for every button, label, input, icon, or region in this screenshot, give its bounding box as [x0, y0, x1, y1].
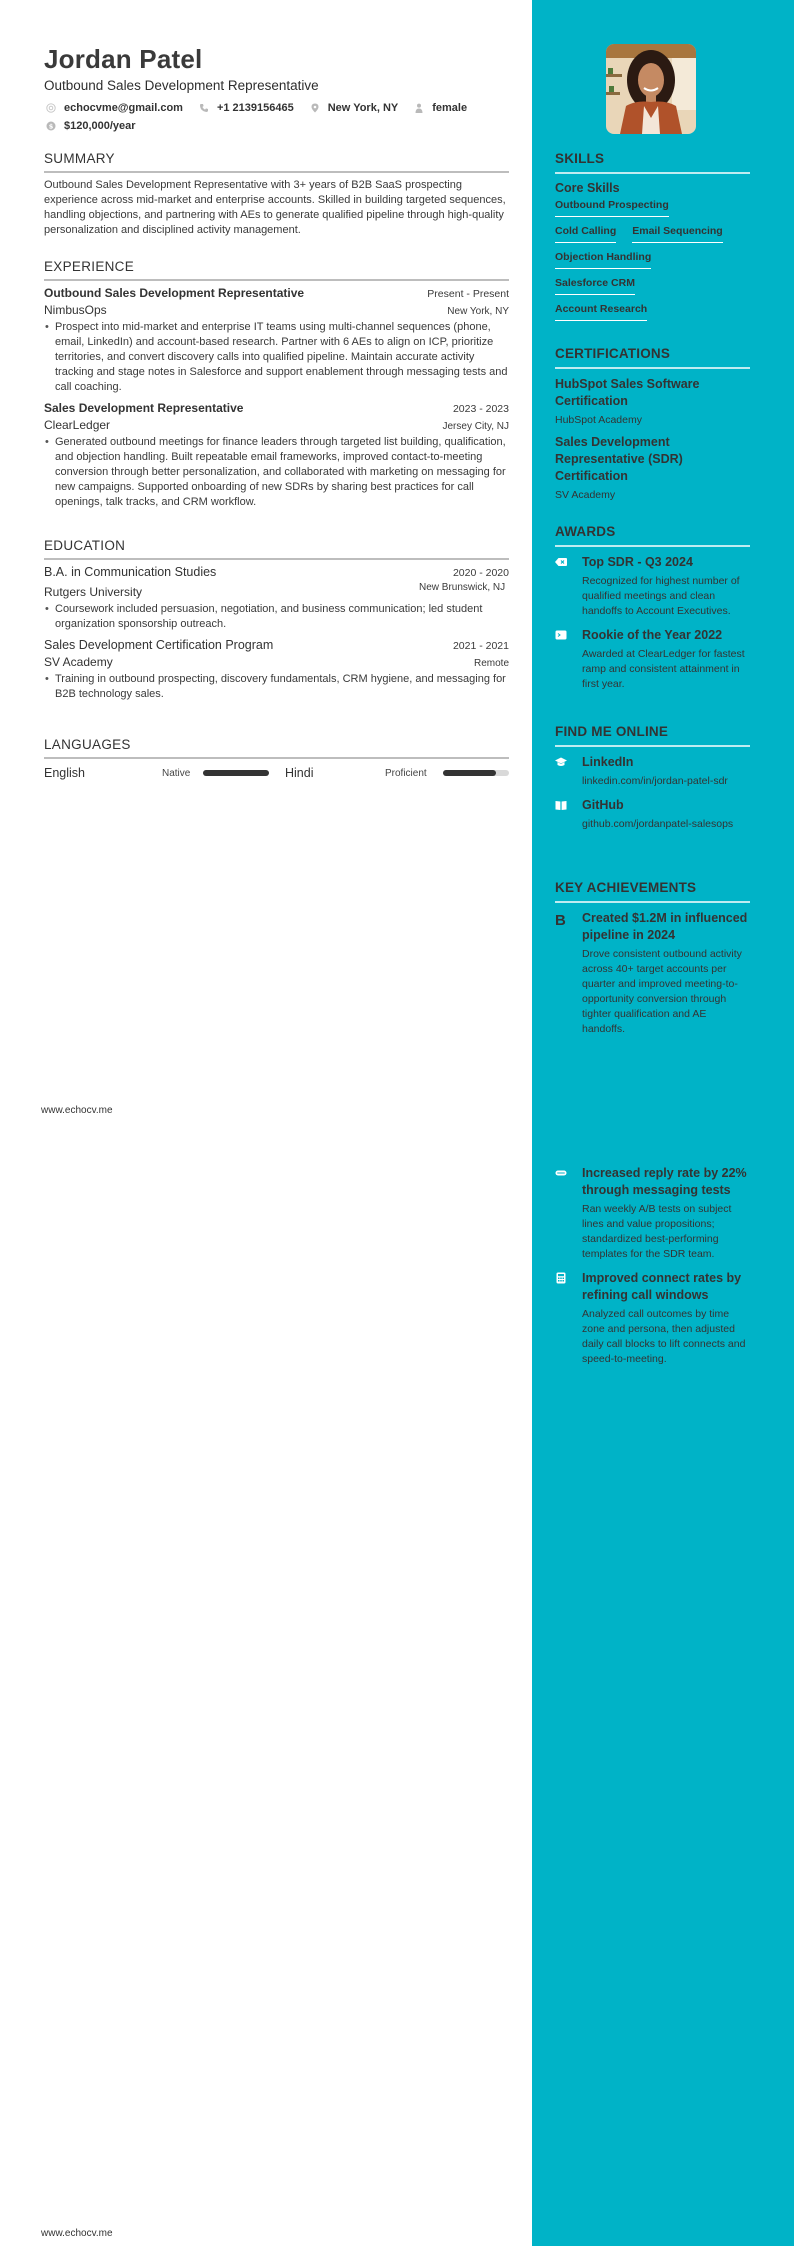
footer-link[interactable]: www.echocv.me	[41, 1105, 113, 1116]
job-bullet: • Prospect into mid-market and enterprise IT teams using multi-channel sequences (phone, email, LinkedIn) and account-based research. Partner with 6 AEs to align on ICP, prioritize territories, and convert discovery calls into qualified pipeline. Maintain accurate activity tracking and stage notes in Salesforce and support enablement through messaging tests and call coaching.	[44, 320, 509, 395]
job-dates: 2023 - 2023	[452, 403, 509, 415]
skills-section	[555, 151, 750, 329]
section-heading: EDUCATION	[44, 538, 509, 560]
school-location: New Brunswick, NJ	[419, 582, 506, 593]
contact-gender: female	[412, 102, 467, 114]
dollar-coin-icon	[46, 121, 56, 131]
candidate-title: Outbound Sales Development Representative	[44, 78, 319, 93]
achievement-description: Ran weekly A/B tests on subject lines and value propositions; standardized best-performing templates for the SDR team.	[582, 1203, 732, 1260]
certifications-section	[555, 346, 750, 509]
online-profile-name: LinkedIn	[582, 755, 634, 769]
achievement-title: Created $1.2M in influenced pipeline in 2024	[582, 911, 748, 942]
achievement-title: Improved connect rates by refining call windows	[582, 1271, 742, 1302]
experience-section	[44, 259, 509, 516]
section-heading: EXPERIENCE	[44, 259, 509, 281]
language-level: Proficient	[385, 767, 427, 779]
contact-location: New York, NY	[308, 102, 399, 114]
achievement-description: Analyzed call outcomes by time zone and persona, then adjusted daily call blocks to lift connects and speed-to-meeting.	[582, 1308, 746, 1365]
section-heading: FIND ME ONLINE	[555, 724, 750, 747]
degree-name: Sales Development Certification Program	[44, 638, 274, 652]
award-item	[555, 627, 750, 692]
language-name: Hindi	[285, 766, 314, 780]
person-icon	[414, 103, 424, 113]
online-profile-item[interactable]	[555, 797, 750, 832]
skill-tag: Email Sequencing	[632, 225, 722, 243]
summary-text: Outbound Sales Development Representative with 3+ years of B2B SaaS prospecting experience across mid-market and enterprise accounts. Skilled in building targeted sequences, handling objections, and partnering with AEs to generate qualified pipeline through high-quality personalization and disciplined activity management.	[44, 179, 506, 236]
award-title: Rookie of the Year 2022	[582, 628, 723, 642]
section-heading: KEY ACHIEVEMENTS	[555, 880, 750, 903]
job-role: Outbound Sales Development Representative	[44, 286, 305, 300]
footer-link[interactable]: www.echocv.me	[41, 2228, 113, 2239]
job-location: New York, NY	[447, 306, 509, 317]
contact-salary: $ $120,000/year	[44, 120, 136, 132]
education-entry	[44, 638, 509, 702]
languages-section	[44, 737, 509, 782]
certification-org: SV Academy	[555, 489, 616, 501]
contact-phone[interactable]: +1 2139156465	[197, 102, 294, 114]
job-dates: Present - Present	[427, 288, 509, 300]
education-dates: 2020 - 2020	[452, 567, 509, 579]
achievement-description: Drove consistent outbound activity across 40+ target accounts per quarter and improved meeting-to-opportunity conversion through tighter qualification and AE handoffs.	[582, 948, 742, 1035]
education-section	[44, 538, 509, 708]
language-level: Native	[162, 767, 191, 779]
section-heading: SUMMARY	[44, 151, 509, 173]
skill-list	[555, 199, 750, 329]
skill-tag: Salesforce CRM	[555, 277, 635, 295]
job-location: Jersey City, NJ	[442, 421, 509, 432]
skill-tag: Cold Calling	[555, 225, 616, 243]
section-heading: AWARDS	[555, 524, 750, 547]
contact-info	[44, 99, 514, 135]
skill-tag: Account Research	[555, 303, 647, 321]
education-dates: 2021 - 2021	[452, 640, 509, 652]
candidate-name: Jordan Patel	[44, 44, 203, 74]
award-description: Awarded at ClearLedger for fastest ramp and consistent attainment in first year.	[582, 648, 745, 690]
profile-photo	[606, 44, 696, 134]
online-section	[555, 724, 750, 840]
calculator-icon	[555, 1270, 582, 1367]
school-location: Remote	[473, 658, 509, 669]
online-profile-name: GitHub	[582, 798, 624, 812]
awards-section	[555, 524, 750, 700]
achievements-section	[555, 880, 750, 1045]
language-name: English	[44, 766, 85, 780]
svg-text:$: $	[48, 122, 54, 131]
contact-email[interactable]: echocvme@gmail.com	[44, 102, 183, 114]
battery-icon	[555, 1165, 582, 1262]
certification-org: HubSpot Academy	[555, 414, 642, 426]
education-entry	[44, 565, 509, 632]
language-proficiency-bar	[203, 770, 269, 776]
at-icon	[46, 103, 56, 113]
experience-entry	[44, 401, 509, 510]
letter-b-icon: B	[555, 912, 566, 929]
graduation-cap-icon	[555, 754, 582, 789]
job-bullet: • Generated outbound meetings for finance leaders through targeted list building, qualification, and objection handling. Built repeatable email frameworks, improved contact-to-meeting conversion through better personalization, and collaborated with marketing on messaging for new campaigns. Supported onboarding of new SDRs by sharing best practices for call openings, talk tracks, and CRM workflow.	[44, 435, 509, 510]
online-profile-url[interactable]: github.com/jordanpatel-salesops	[582, 818, 734, 830]
achievement-item	[555, 1165, 750, 1262]
summary-section	[44, 151, 509, 238]
award-item	[555, 554, 750, 619]
skill-group-title: Core Skills	[555, 181, 620, 195]
online-profile-item[interactable]	[555, 754, 750, 789]
open-book-icon	[555, 797, 582, 832]
certification-name: Sales Development Representative (SDR) Certification	[555, 435, 683, 483]
achievement-item	[555, 1270, 750, 1367]
achievement-item	[555, 910, 750, 1037]
education-bullet: • Training in outbound prospecting, discovery fundamentals, CRM hygiene, and messaging for B2B technology sales.	[44, 672, 509, 702]
experience-entry	[44, 286, 509, 395]
achievement-title: Increased reply rate by 22% through messaging tests	[582, 1166, 747, 1197]
section-heading: CERTIFICATIONS	[555, 346, 750, 369]
education-bullet: • Coursework included persuasion, negotiation, and business communication; led student organization sponsorship outreach.	[44, 602, 509, 632]
terminal-icon	[555, 627, 582, 692]
certification-item	[555, 376, 750, 426]
award-title: Top SDR - Q3 2024	[582, 555, 693, 569]
skill-tag: Outbound Prospecting	[555, 199, 669, 217]
award-description: Recognized for highest number of qualified meetings and clean handoffs to Account Executives.	[582, 575, 740, 617]
online-profile-url[interactable]: linkedin.com/in/jordan-patel-sdr	[582, 775, 728, 787]
company-name: NimbusOps	[44, 303, 107, 317]
sidebar-column	[532, 0, 794, 2246]
school-name: Rutgers University	[44, 585, 143, 599]
section-heading: SKILLS	[555, 151, 750, 174]
company-name: ClearLedger	[44, 418, 111, 432]
certification-name: HubSpot Sales Software Certification	[555, 377, 700, 408]
backspace-tag-icon	[555, 554, 582, 619]
location-pin-icon	[310, 103, 320, 113]
phone-icon	[199, 103, 209, 113]
achievements-section-continued	[555, 1165, 750, 1375]
language-proficiency-bar	[443, 770, 509, 776]
degree-name: B.A. in Communication Studies	[44, 565, 217, 579]
section-heading: LANGUAGES	[44, 737, 509, 759]
job-role: Sales Development Representative	[44, 401, 244, 415]
certification-item	[555, 434, 750, 501]
school-name: SV Academy	[44, 655, 113, 669]
skill-tag: Objection Handling	[555, 251, 651, 269]
